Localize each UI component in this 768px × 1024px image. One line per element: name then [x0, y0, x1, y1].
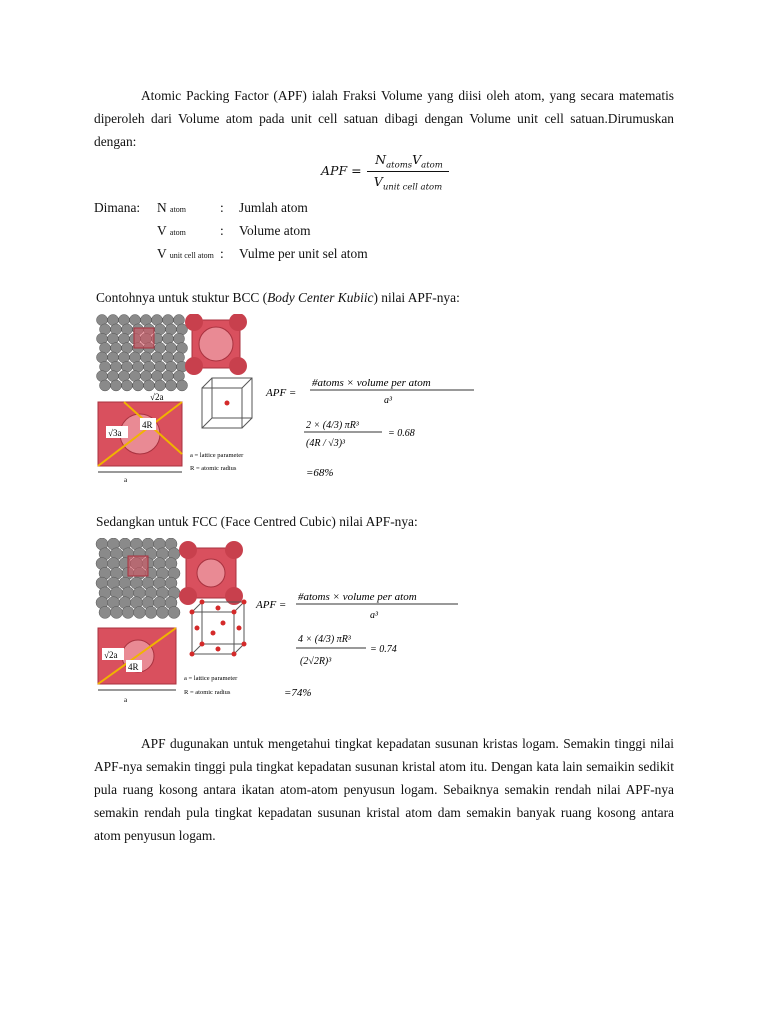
highlighted-unit-cell	[134, 328, 154, 348]
definition-symbol: V unit cell atom	[157, 246, 214, 261]
fcc-calc-denominator: (2√2R)³	[300, 656, 332, 667]
lattice-point	[200, 600, 205, 605]
lattice-point	[195, 626, 200, 631]
bcc-label-sqrt3a: √3a	[108, 428, 122, 438]
bcc-apf-equation	[265, 377, 474, 479]
bcc-percent: =68%	[306, 467, 334, 479]
atom-sphere	[111, 380, 122, 391]
atom-sphere	[155, 380, 166, 391]
atom-sphere	[99, 606, 111, 618]
bcc-calc-result: = 0.68	[388, 428, 415, 439]
bcc-figure	[94, 314, 484, 486]
fcc-legend-a: a = lattice parameter	[184, 675, 238, 682]
lattice-point	[190, 610, 195, 615]
atom-sphere	[144, 380, 155, 391]
lattice-point	[190, 652, 195, 657]
fcc-wireframe-cube	[190, 600, 247, 657]
bcc-legend-r: R = atomic radius	[190, 465, 237, 472]
definition-desc: Volume atom	[239, 223, 311, 238]
bcc-apf-numerator: #atoms × volume per atom	[312, 377, 431, 389]
bcc-atom-stack-image	[97, 315, 188, 391]
fcc-apf-lhs: APF =	[256, 599, 287, 611]
definition-symbol: N atom	[157, 200, 187, 215]
bcc-legend-a: a = lattice parameter	[190, 452, 244, 459]
lattice-point	[221, 621, 226, 626]
fcc-apf-equation	[255, 591, 458, 699]
document-page: Atomic Packing Factor (APF) ialah Fraksi Volume yang diisi oleh atom, yang secara matematis diperoleh dari Volume atom pada unit cell satuan dibagi dengan Volume unit cell satuan.Dirumuskan dengan: APF = $N_{atoms}V_{atom}$ $V_{unit cell atom}$ Dimana: N atom : Jumlah atom V atom : Volume atom V unit cell atom : Vulme per unit sel atom Contohnya untuk stuktur BCC (Body Center Kubiic) nilai APF-nya: √2a √3a 4R a a = lattice parameter R = atomic radius APF = #atoms × volume per atom a³ 2 × (4/3) πR³ (4R / √3)³ = 0.68 =68% Sedangkan untuk FCC (Face Centred Cubic) nilai APF-nya: √2a 4R a a = lattice parameter R = atomic radius APF = #atoms × volume per atom a³ 4 × (4/3) πR³ (2√2R)³ = 0.74 =74% APF dugunakan untuk mengetahui tingkat kepadatan susunan kristas logam. Semakin tinggi nilai APF-nya semakin tinggi pula tingkat kepadatan susunan kristal atom itu. Dengan kata lain semaikin sedikit pula ruang kosong antara ikatan atom-atom penyusun logam. Sebaiknya semakin rendah nilai APF-nya semakin rendah pula tingkat kepadatan susunan kristal atom dam semakin banyak ruang kosong antara atom penyusun logam.	[0, 0, 768, 1024]
bcc-label-4r: 4R	[142, 420, 153, 430]
fcc-heading: Sedangkan untuk FCC (Face Centred Cubic) nilai APF-nya:	[96, 514, 418, 529]
lattice-point	[216, 647, 221, 652]
fcc-unit-cell-image	[179, 541, 243, 605]
intro-paragraph: Atomic Packing Factor (APF) ialah Fraksi Volume yang diisi oleh atom, yang secara matematis diperoleh dari Volume atom pada unit cell satuan dibagi dengan Volume unit cell satuan.Dirumuskan dengan:	[94, 88, 674, 149]
fcc-atom-stack-image	[96, 538, 180, 618]
fcc-geometry-image	[98, 628, 176, 704]
atom-sphere	[122, 606, 134, 618]
definition-desc: Vulme per unit sel atom	[239, 246, 368, 261]
atom-sphere	[100, 380, 111, 391]
bcc-calc-numerator: 2 × (4/3) πR³	[306, 420, 359, 431]
fcc-apf-numerator: #atoms × volume per atom	[298, 591, 417, 603]
definition-desc: Jumlah atom	[239, 200, 308, 215]
lattice-point	[211, 631, 216, 636]
bcc-heading: Contohnya untuk stuktur BCC (Body Center Kubiic) nilai APF-nya:	[96, 290, 460, 305]
fcc-label-sqrt2a: √2a	[104, 650, 118, 660]
lattice-point	[232, 652, 237, 657]
bcc-unit-cell-image	[185, 314, 247, 375]
atom-sphere	[177, 380, 188, 391]
bcc-apf-denominator: a³	[384, 395, 392, 406]
fcc-apf-denominator: a³	[370, 610, 378, 621]
atom-sphere	[145, 606, 157, 618]
lattice-point	[242, 600, 247, 605]
conclusion-paragraph: APF dugunakan untuk mengetahui tingkat kepadatan susunan kristas logam. Semakin tinggi nilai APF-nya semakin tinggi pula tingkat kepadatan susunan kristal atom itu. Dengan kata lain semaikin sedikit pula ruang kosong antara ikatan atom-atom penyusun logam. Sebaiknya semakin rendah nilai APF-nya semakin rendah pula tingkat kepadatan susunan kristal atom dam semakin banyak ruang kosong antara atom penyusun logam.	[94, 736, 674, 843]
formula-numerator: $N_{atoms}V_{atom}$	[375, 152, 443, 171]
bcc-calc-denominator: (4R / √3)³	[306, 438, 346, 449]
atom-sphere	[122, 380, 133, 391]
definitions-label: Dimana:	[94, 200, 141, 215]
fcc-calc-result: = 0.74	[370, 644, 397, 655]
atom-sphere	[111, 606, 123, 618]
bcc-label-a: a	[124, 476, 128, 484]
atom-sphere	[168, 606, 180, 618]
fcc-calc-numerator: 4 × (4/3) πR³	[298, 634, 351, 645]
fcc-label-4r: 4R	[128, 662, 139, 672]
lattice-point	[200, 642, 205, 647]
fcc-percent: =74%	[284, 687, 312, 699]
apf-formula	[321, 152, 461, 196]
fcc-figure	[94, 538, 484, 704]
bcc-wireframe-cube	[202, 378, 252, 428]
bcc-label-sqrt2a: √2a	[150, 392, 164, 402]
atom-sphere	[134, 606, 146, 618]
definition-symbol: V atom	[157, 223, 186, 238]
atom-sphere	[157, 606, 169, 618]
lattice-point	[242, 642, 247, 647]
bcc-apf-lhs: APF =	[266, 387, 297, 399]
fcc-label-a: a	[124, 696, 128, 704]
bcc-geometry-image	[98, 392, 182, 484]
highlighted-unit-cell	[128, 556, 148, 576]
formula-denominator: $V_{unit cell atom}$	[373, 174, 443, 193]
lattice-point	[237, 626, 242, 631]
atom-sphere	[133, 380, 144, 391]
lattice-point	[216, 606, 221, 611]
formula-lhs: APF =	[321, 163, 362, 178]
atom-sphere	[166, 380, 177, 391]
lattice-point	[232, 610, 237, 615]
fcc-legend-r: R = atomic radius	[184, 689, 231, 696]
fraction-bar	[367, 171, 449, 172]
